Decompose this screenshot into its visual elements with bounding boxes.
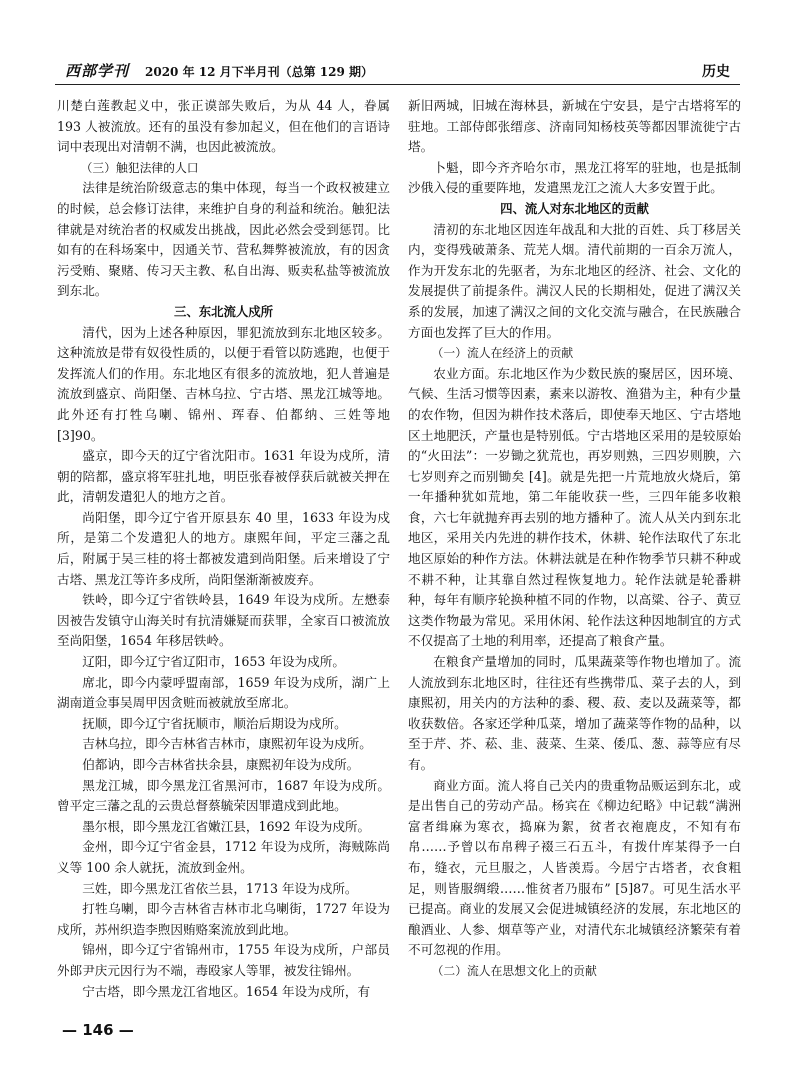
paragraph: 伯都讷，即今吉林省扶余县，康熙初年设为戍所。 bbox=[82, 757, 360, 772]
paragraph: 辽阳，即今辽宁省辽阳市，1653 年设为戍所。 bbox=[82, 654, 345, 670]
paragraph: 在粮食产量增加的同时，瓜果蔬菜等作物也增加了。流人流放到东北地区时，往往还有些携带瓜、菜子去的人，到康熙初，用关内的方法种的黍、稷、菽、麦以及蔬菜等，都收获数倍。各家还学种瓜菜，增加了蔬菜等作物的品种，以至于芹、芥、菘、韭、菠菜、生菜、倭瓜、葱、蒜等应有尽有。 bbox=[408, 654, 741, 772]
paragraph: 法律是统治阶级意志的集中体现，每当一个政权被建立的时候，总会修订法律，来维护自身的利益和统治。触犯法律就是对统治者的权威发出挑战，因此必然会受到惩罚。比如有的在科场案中，因通关节、营私舞弊被流放，有的因贪污受贿、聚赌、传习天主教、私自出海、贩卖私盐等被流放到东北。 bbox=[57, 180, 390, 299]
journal-name: 西部学刊 bbox=[65, 62, 130, 80]
paragraph: 盛京，即今天的辽宁省沈阳市。1631 年设为戍所，清朝的陪都，盛京将军驻扎地，明臣张春被俘获后就被关押在此，清朝发遣犯人的地方之首。 bbox=[57, 448, 390, 505]
paragraph: 尚阳堡，即今辽宁省开原县东 40 里，1633 年设为戍所，是第二个发遣犯人的地方。康熙年间，平定三藩之乱后，附属于吴三桂的将士都被发遣到尚阳堡。后来增设了宁古塔、黑龙江等许多戍所，尚阳堡渐渐被废弃。 bbox=[57, 509, 390, 587]
paragraph: 金州，即今辽宁省金县，1712 年设为戍所，海贼陈尚义等 100 余人就抚，流放到金州。 bbox=[57, 839, 390, 875]
paragraph: 川楚白莲教起义中，张正谟部失败后，为从 44 人，眷属 193 人被流放。还有的虽没有参加起义，但在他们的言语诗词中表现出对清朝不满，也因此被流放。 bbox=[57, 98, 390, 155]
issue-info: 2020 年 12 月下半月刊（总第 129 期） bbox=[145, 65, 374, 79]
paragraph: 吉林乌拉，即今吉林省吉林市，康熙初年设为戍所。 bbox=[82, 736, 372, 752]
subsection-heading: （三）触犯法律的人口 bbox=[80, 160, 199, 175]
paragraph: 打牲乌喇，即今吉林省吉林市北乌喇街，1727 年设为戍所，苏州织造李煦因贿赂案流放到此地。 bbox=[57, 901, 390, 937]
section-heading: 三、东北流人戍所 bbox=[173, 303, 274, 319]
paragraph: 宁古塔，即今黑龙江省地区。1654 年设为戍所，有 bbox=[82, 983, 371, 999]
paragraph: 新旧两城，旧城在海林县，新城在宁安县，是宁古塔将军的驻地。工部侍郎张缙彦、济南同知杨枝英等都因罪流徙宁古塔。 bbox=[408, 98, 741, 155]
subsection-heading: （二）流人在思想文化上的贡献 bbox=[431, 963, 597, 978]
paragraph: 清初的东北地区因连年战乱和大批的百姓、兵丁移居关内，变得残破萧条、荒芜人烟。清代前期的一百余万流人，作为开发东北的先驱者，为东北地区的经济、社会、文化的发展提供了前提条件。满汉人民的长期相处，促进了满汉关系的发展，加速了满汉之间的文化交流与融合，在民族融合方面也发挥了巨大的作用。 bbox=[408, 221, 741, 340]
section-label: 历史 bbox=[702, 64, 730, 80]
section-heading: 四、流人对东北地区的贡献 bbox=[500, 200, 649, 216]
paragraph: 墨尔根，即今黑龙江省嫩江县，1692 年设为戍所。 bbox=[82, 818, 371, 834]
paragraph: 铁岭，即今辽宁省铁岭县，1649 年设为戍所。左懋泰因被告发镇守山海关时有抗清嫌疑而获罪，全家百口被流放至尚阳堡，1654 年移居铁岭。 bbox=[57, 592, 390, 649]
right-column bbox=[408, 96, 741, 982]
paragraph: 清代，因为上述各种原因，罪犯流放到东北地区较多。这种流放是带有奴役性质的，以便于看管以防逃跑，也便于发挥流人们的作用。东北地区有很多的流放地，犯人普遍是流放到盛京、尚阳堡、吉林乌拉、宁古塔、黑龙江城等地。此外还有打牲乌喇、锦州、珲春、伯都纳、三姓等地 [3]90。 bbox=[57, 324, 390, 443]
subsection-heading: （一）流人在经济上的贡献 bbox=[431, 346, 574, 361]
paragraph: 农业方面。东北地区作为少数民族的聚居区，因环境、气候、生活习惯等因素，素来以游牧、渔猎为主，种有少量的农作物，但因为耕作技术落后，即使奉天地区、宁古塔地区土地肥沃，产量也是特别低。宁古塔地区采用的是较原始的“火田法”：一岁锄之犹荒也，再岁则熟，三四岁则腴，六七岁则弃之而别锄矣 [4]。就是先把一片荒地放火烧后，第一年播种犹如荒地，第二年能收获一些，三四年能多收粮食，六七年就抛弃再去别的地方播种了。流人从关内到东北地区，采用关内先进的耕作技术，休耕、轮作法取代了东北地区原始的种作方法。休耕法就是在种作物季节只耕不种或不耕不种，让其靠自然过程恢复地力。轮作法就是轮番耕种，每年有顺序轮换种植不同的作物，以高粱、谷子、黄豆这类作物最为常见。采用休闲、轮作法这种因地制宜的方式不仅提高了土地的利用率，还提高了粮食产量。 bbox=[408, 365, 741, 649]
paragraph: 锦州，即今辽宁省锦州市，1755 年设为戍所，户部员外郎尹庆元因行为不端，毒殴家人等罪，被发往锦州。 bbox=[57, 942, 390, 978]
paragraph: 席北，即今内蒙呼盟南部，1659 年设为戍所，湖广上湖南道佥事吴周甲因贪赃而被就放至席北。 bbox=[57, 674, 390, 711]
page-header bbox=[55, 58, 740, 85]
paragraph: 卜魁，即今齐齐哈尔市，黑龙江将军的驻地，也是抵制沙俄入侵的重要阵地，发遣黑龙江之流人大多安置于此。 bbox=[408, 159, 741, 196]
page-number: — 146 — bbox=[62, 1021, 134, 1039]
left-column bbox=[57, 96, 390, 1002]
paragraph: 三姓，即今黑龙江省依兰县，1713 年设为戍所。 bbox=[82, 880, 358, 896]
paragraph: 黑龙江城，即今黑龙江省黑河市，1687 年设为戍所。曾平定三藩之乱的云贵总督蔡毓荣因罪遣戍到此地。 bbox=[57, 777, 390, 814]
paragraph: 抚顺，即今辽宁省抚顺市，顺治后期设为戍所。 bbox=[82, 715, 347, 731]
paragraph: 商业方面。流人将自己关内的贵重物品贩运到东北，或是出售自己的劳动产品。杨宾在《柳边纪略》中记载“满洲富者缉麻为寒衣，捣麻为絮，贫者衣袍鹿皮，不知有布帛……予曾以布帛稗子裰三石五斗，有拨什库某得予一白布，缝衣，元旦服之，人皆羡焉。今居宁古塔者，衣食粗足，则皆服绸缎……惟贫者乃服布” [5]87。可见生活水平已提高。商业的发展又会促进城镇经济的发展，东北地区的酿酒业、人参、烟草等产业，对清代东北城镇经济繁荣有着不可忽视的作用。 bbox=[408, 777, 741, 958]
